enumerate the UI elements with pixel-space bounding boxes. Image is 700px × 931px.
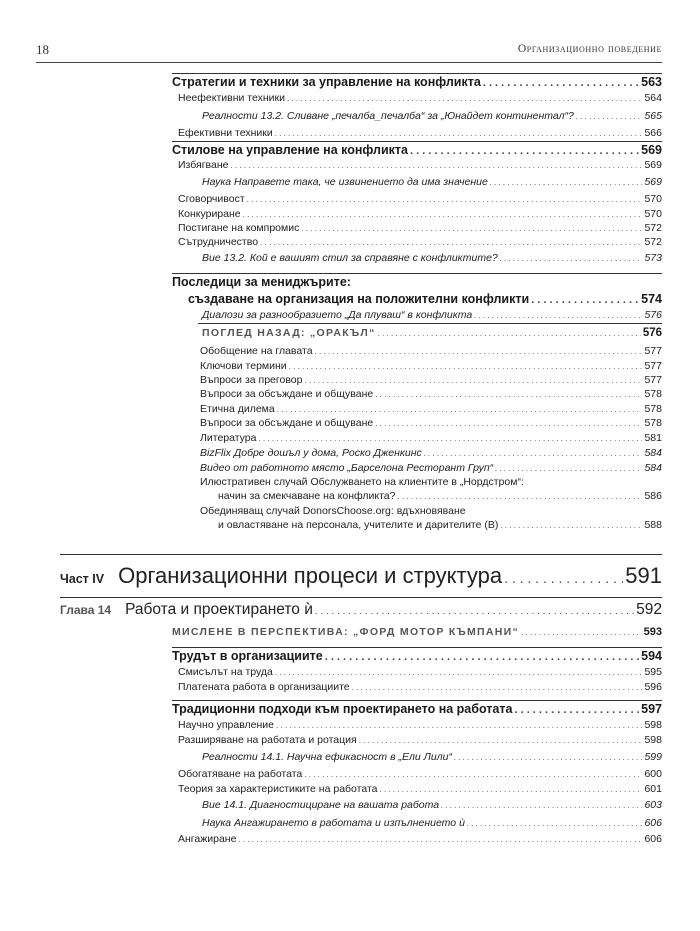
entry-page: 576 bbox=[644, 309, 662, 321]
toc-entry-title: Илюстративен случай Обслужването на клиентите в „Нордстром“: bbox=[200, 476, 524, 488]
chapter-entry[interactable] bbox=[60, 601, 662, 619]
toc-entry[interactable] bbox=[200, 374, 662, 386]
section-rule bbox=[172, 73, 662, 74]
chapter-label: Глава 14 bbox=[60, 603, 112, 617]
entry-title: създаване на организация на положителни конфликти bbox=[188, 292, 530, 306]
part-label: Част IV bbox=[60, 572, 105, 586]
entry-title: Избягване bbox=[178, 159, 229, 171]
entry-page: 592 bbox=[636, 601, 662, 618]
entry-page: 595 bbox=[644, 666, 662, 678]
entry-page: 591 bbox=[625, 563, 662, 588]
entry-title: Научно управление bbox=[178, 719, 275, 731]
toc-entry[interactable] bbox=[200, 345, 662, 357]
section-rule bbox=[172, 141, 662, 142]
entry-page: 577 bbox=[644, 345, 662, 357]
entry-page: 572 bbox=[644, 222, 662, 234]
entry-title: Платената работа в организациите bbox=[178, 681, 350, 693]
entry-page: 578 bbox=[644, 403, 662, 415]
entry-title: Теория за характеристиките на работата bbox=[178, 783, 378, 795]
entry-page: 584 bbox=[644, 462, 662, 474]
entry-title: Сътрудничество bbox=[178, 236, 259, 248]
entry-page: 584 bbox=[644, 447, 662, 459]
entry-page: 574 bbox=[641, 292, 662, 306]
entry-page: 569 bbox=[644, 176, 662, 188]
section-rule bbox=[198, 323, 662, 324]
toc-entry[interactable] bbox=[178, 222, 662, 234]
entry-page: 576 bbox=[642, 327, 662, 339]
toc-entry[interactable] bbox=[200, 360, 662, 372]
entry-title: Стилове на управление на конфликта bbox=[172, 143, 408, 157]
toc-entry[interactable] bbox=[172, 143, 662, 157]
entry-page: 578 bbox=[644, 388, 662, 400]
entry-page: 588 bbox=[644, 519, 662, 531]
entry-title: Обобщение на главата bbox=[200, 345, 313, 357]
entry-page: 569 bbox=[641, 143, 662, 157]
entry-title: Конкуриране bbox=[178, 208, 241, 220]
entry-title: Разширяване на работата и ротация bbox=[178, 734, 357, 746]
toc-entry-title: Обединяващ случай DonorsChoose.org: вдъхновяване bbox=[200, 505, 466, 517]
header-rule bbox=[36, 62, 662, 63]
toc-entry[interactable] bbox=[188, 292, 662, 306]
entry-title: Въпроси за преговор bbox=[200, 374, 303, 386]
entry-title: начин за смекчаване на конфликта? bbox=[218, 490, 396, 502]
toc-entry[interactable] bbox=[178, 734, 662, 746]
section-rule bbox=[172, 273, 662, 274]
toc-entry[interactable] bbox=[202, 799, 662, 811]
toc-entry[interactable] bbox=[202, 327, 662, 339]
toc-entry[interactable] bbox=[172, 649, 662, 663]
toc-entry[interactable] bbox=[200, 432, 662, 444]
entry-page: 594 bbox=[641, 649, 662, 663]
page-number: 18 bbox=[36, 42, 49, 57]
entry-title: Етична дилема bbox=[200, 403, 275, 415]
entry-page: 570 bbox=[644, 193, 662, 205]
entry-page: 565 bbox=[644, 110, 662, 122]
entry-title: Ефективни техники bbox=[178, 127, 273, 139]
entry-title: Литература bbox=[200, 432, 257, 444]
toc-entry[interactable] bbox=[178, 666, 662, 678]
entry-page: 598 bbox=[644, 734, 662, 746]
entry-page: 606 bbox=[644, 817, 662, 829]
entry-title: и овластяване на персонала, учителите и дарителите (В) bbox=[218, 519, 499, 531]
toc-entry[interactable] bbox=[178, 719, 662, 731]
entry-title: Въпроси за обсъждане и общуване bbox=[200, 388, 374, 400]
toc-entry[interactable] bbox=[178, 208, 662, 220]
toc-entry[interactable] bbox=[178, 783, 662, 795]
entry-title: Реалности 13.2. Сливане „печалба_печалба“ за „Юнайдет континентал“? bbox=[202, 110, 574, 122]
entry-title: Работа и проектирането ѝ bbox=[125, 601, 313, 618]
toc-entry[interactable] bbox=[200, 417, 662, 429]
toc-entry[interactable] bbox=[218, 519, 662, 531]
entry-title: ПОГЛЕД НАЗАД: „ОРАКЪЛ“ bbox=[202, 327, 376, 339]
entry-page: 572 bbox=[644, 236, 662, 248]
entry-title: Реалности 14.1. Научна ефикасност в „Ели Лили“ bbox=[202, 751, 452, 763]
entry-page: 597 bbox=[641, 702, 662, 716]
toc-entry[interactable] bbox=[200, 388, 662, 400]
entry-page: 599 bbox=[644, 751, 662, 763]
entry-page: 598 bbox=[644, 719, 662, 731]
entry-page: 603 bbox=[644, 799, 662, 811]
entry-page: 577 bbox=[644, 374, 662, 386]
entry-title: Видео от работното място „Барселона Ресторант Груп“ bbox=[200, 462, 494, 474]
entry-title: Организационни процеси и структура bbox=[118, 563, 503, 588]
entry-title: Диалози за разнообразието „Да плуваш“ в конфликта bbox=[202, 309, 473, 321]
toc-entry[interactable] bbox=[178, 159, 662, 171]
entry-title: BizFlix Добре дошъл у дома, Роско Дженкинс bbox=[200, 447, 422, 459]
toc-entry[interactable] bbox=[202, 751, 662, 763]
entry-page: 563 bbox=[641, 75, 662, 89]
toc-entry[interactable] bbox=[172, 702, 662, 716]
entry-title: Трудът в организациите bbox=[172, 649, 323, 663]
section-rule bbox=[172, 647, 662, 648]
entry-title: Вие 13.2. Кой е вашият стил за справяне с конфликтите? bbox=[202, 252, 498, 264]
entry-page: 581 bbox=[644, 432, 662, 444]
toc-entry[interactable] bbox=[202, 817, 662, 829]
entry-page: 566 bbox=[644, 127, 662, 139]
part-entry[interactable] bbox=[60, 563, 662, 589]
running-header: Организационно поведение bbox=[517, 43, 662, 55]
entry-title: Вие 14.1. Диагностициране на вашата работа bbox=[202, 799, 440, 811]
toc-entry[interactable] bbox=[200, 447, 662, 459]
entry-page: 596 bbox=[644, 681, 662, 693]
entry-page: 573 bbox=[644, 252, 662, 264]
entry-page: 564 bbox=[644, 92, 662, 104]
entry-page: 593 bbox=[643, 626, 662, 638]
toc-entry[interactable] bbox=[202, 252, 662, 264]
toc-entry[interactable] bbox=[202, 110, 662, 122]
section-rule bbox=[172, 700, 662, 701]
toc-entry[interactable] bbox=[178, 92, 662, 104]
entry-page: 570 bbox=[644, 208, 662, 220]
toc-entry[interactable] bbox=[200, 403, 662, 415]
entry-title: Стратегии и техники за управление на конфликта bbox=[172, 75, 481, 89]
entry-title: Ключови термини bbox=[200, 360, 287, 372]
entry-title: Неефективни техники bbox=[178, 92, 285, 104]
toc-entry[interactable] bbox=[178, 236, 662, 248]
entry-title: МИСЛЕНЕ В ПЕРСПЕКТИВА: „ФОРД МОТОР КЪМПАНИ“ bbox=[172, 626, 520, 638]
entry-title: Смисълът на труда bbox=[178, 666, 273, 678]
toc-entry[interactable] bbox=[172, 626, 662, 638]
toc-entry[interactable] bbox=[178, 833, 662, 845]
part-rule bbox=[60, 554, 662, 555]
toc-entry[interactable] bbox=[172, 75, 662, 89]
entry-title: Сговорчивост bbox=[178, 193, 245, 205]
entry-page: 569 bbox=[644, 159, 662, 171]
entry-page: 601 bbox=[644, 783, 662, 795]
toc-entry[interactable] bbox=[178, 681, 662, 693]
entry-title: Традиционни подходи към проектирането на работата bbox=[172, 702, 513, 716]
toc-entry[interactable] bbox=[178, 193, 662, 205]
entry-page: 600 bbox=[644, 768, 662, 780]
entry-title: Обогатяване на работата bbox=[178, 768, 303, 780]
entry-title: Постигане на компромис bbox=[178, 222, 300, 234]
entry-page: 606 bbox=[644, 833, 662, 845]
entry-title: Ангажиране bbox=[178, 833, 237, 845]
toc-entry-title: Последици за мениджърите: bbox=[172, 275, 351, 289]
entry-page: 578 bbox=[644, 417, 662, 429]
toc-entry[interactable] bbox=[218, 490, 662, 502]
toc-entry[interactable] bbox=[178, 768, 662, 780]
toc-entry[interactable] bbox=[178, 127, 662, 139]
toc-entry[interactable] bbox=[200, 462, 662, 474]
entry-page: 586 bbox=[644, 490, 662, 502]
entry-title: Въпроси за обсъждане и общуване bbox=[200, 417, 374, 429]
chapter-rule bbox=[60, 597, 662, 598]
toc-entry[interactable] bbox=[202, 309, 662, 321]
entry-page: 577 bbox=[644, 360, 662, 372]
toc-entry[interactable] bbox=[202, 176, 662, 188]
entry-title: Наука Направете така, че извинението да има значение bbox=[202, 176, 488, 188]
entry-title: Наука Ангажирането в работата и изпълнението ѝ bbox=[202, 817, 465, 829]
